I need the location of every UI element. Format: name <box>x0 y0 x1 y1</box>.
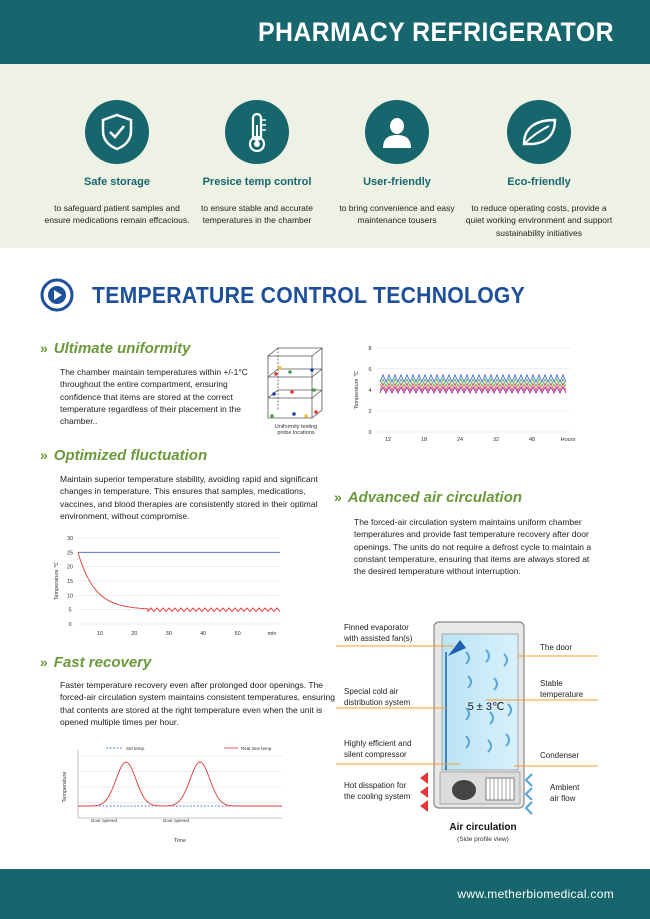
feature-desc: to reduce operating costs, provide a quiet working environment and support sustainability initiatives <box>465 203 613 238</box>
y-tick-label: 4 <box>368 388 372 394</box>
feature-title: Presice temp control <box>202 176 312 188</box>
cube-caption-line2: probe locations <box>277 430 315 436</box>
x-tick-label: 50 <box>234 631 241 637</box>
recovery-title: Fast recovery <box>53 654 152 671</box>
y-axis-label: Temperature ℃ <box>354 370 360 410</box>
features-band <box>0 64 650 248</box>
y-tick-label: 10 <box>66 593 74 600</box>
air-title: Advanced air circulation <box>347 489 523 506</box>
fluctuation-title: Optimized fluctuation <box>53 447 208 464</box>
footer-bar <box>0 869 650 919</box>
chevron-right-icon: » <box>334 489 342 505</box>
hot-label-2: the cooling system <box>344 792 411 801</box>
cube-caption-line1: Uniformity testing <box>274 424 318 430</box>
y-tick-label: 30 <box>66 536 74 542</box>
recovery-chart <box>56 744 292 848</box>
compressor-label-1: Highly efficient and <box>344 739 412 748</box>
fluctuation-chart <box>46 530 286 642</box>
brand-logo-icon <box>40 278 74 317</box>
fluctuation-heading <box>40 447 207 464</box>
x-tick-label: 48 <box>528 437 536 443</box>
uniformity-cube-diagram <box>262 344 330 436</box>
feature-title: Safe storage <box>83 176 151 188</box>
y-tick-label: 5 <box>68 607 72 614</box>
x-tick-label: 12 <box>384 437 392 443</box>
special-label-2: distribution system <box>344 698 411 707</box>
feature-desc: to safeguard patient samples and ensure medications remain effcacious. <box>44 203 190 226</box>
header-bar <box>0 0 650 64</box>
x-tick-label: 30 <box>165 631 172 637</box>
air-caption-sub: (Side profile view) <box>457 836 509 843</box>
uniformity-heading <box>40 340 190 357</box>
hot-air-arrows <box>420 772 428 812</box>
real-temp-line <box>78 552 280 611</box>
air-caption: Air circulation <box>449 822 517 833</box>
chevron-right-icon: » <box>40 654 48 670</box>
door-opened-label: Door opened <box>162 818 190 823</box>
door-label: The door <box>540 643 573 652</box>
feature-eco-friendly <box>464 100 614 239</box>
uniformity-chart <box>348 340 578 448</box>
shield-check-icon <box>85 100 149 164</box>
x-tick-label: 40 <box>200 631 207 637</box>
feature-title: User-friendly <box>363 176 431 188</box>
chevron-right-icon: » <box>40 447 48 463</box>
condenser-label: Condenser <box>540 751 580 760</box>
special-label-1: Special cold air <box>344 687 399 696</box>
air-circulation-diagram <box>336 612 598 852</box>
x-tick-label: Hours <box>560 437 576 443</box>
legend-label-real: Real time temp. <box>241 746 273 751</box>
legend-label-set: Set temp. <box>126 746 146 751</box>
fluctuation-text: Maintain superior temperature stability, avoiding rapid and significant changes in temperature. This ensures that samples, medications, vaccines, and blood therapies are consistently stored in their optimal environment, without compromise. <box>60 474 318 521</box>
x-tick-label: 20 <box>131 631 138 637</box>
x-axis-label: Time <box>173 838 187 844</box>
probe-dots <box>270 366 318 418</box>
x-tick-label: min <box>267 631 277 637</box>
feature-desc: to ensure stable and accurate temperatures in the chamber <box>201 203 313 226</box>
feature-title: Eco-friendly <box>507 176 571 188</box>
footer-url[interactable]: www.metherbiomedical.com <box>457 887 614 901</box>
y-tick-label: 25 <box>66 550 74 557</box>
feature-safe-storage <box>42 100 192 227</box>
thermometer-icon <box>225 100 289 164</box>
y-tick-label: 8 <box>368 346 372 352</box>
y-axis-label: Temperature <box>62 771 68 803</box>
evap-label-1: Finned evaporator <box>344 623 409 632</box>
evap-label-2: with assisted fan(s) <box>344 634 413 643</box>
feature-user-friendly <box>322 100 472 227</box>
ambient-air-arrows <box>526 774 532 814</box>
y-tick-label: 20 <box>66 564 74 571</box>
y-axis-label: Temperature ℃ <box>54 561 60 601</box>
setpoint-label: 5 ± 3℃ <box>467 701 505 713</box>
uniformity-title: Ultimate uniformity <box>53 340 191 357</box>
x-tick-label: 10 <box>96 631 104 637</box>
ambient-label-1: Ambient <box>550 783 580 792</box>
x-tick-label: 24 <box>456 437 464 443</box>
hot-label-1: Hot disspation for <box>344 781 407 790</box>
stable-label-1: Stable <box>540 679 563 688</box>
air-heading <box>334 489 522 506</box>
y-tick-label: 0 <box>368 430 372 436</box>
compressor-label-2: silent compressor <box>344 750 407 759</box>
y-tick-label: 15 <box>66 579 74 585</box>
stable-label-2: temperature <box>540 690 584 699</box>
door-opened-label: Door opened <box>90 818 118 823</box>
page-title: PHARMACY REFRIGERATOR <box>257 17 614 47</box>
leaf-icon <box>507 100 571 164</box>
feature-temp-control <box>182 100 332 227</box>
chevron-right-icon: » <box>40 340 48 356</box>
user-icon <box>365 100 429 164</box>
recovery-heading <box>40 654 151 671</box>
uniformity-text: The chamber maintain temperatures within +/-1°C throughout the entire compartment, ensuring confidence that items are stored at the correct temperature regardless of their placement in the chamber.. <box>60 367 248 427</box>
y-tick-label: 6 <box>368 367 372 373</box>
x-tick-label: 18 <box>420 437 428 443</box>
real-temp-line <box>78 762 282 806</box>
compressor-icon <box>452 780 476 800</box>
y-tick-label: 0 <box>68 622 72 628</box>
section-title: TEMPERATURE CONTROL TECHNOLOGY <box>92 282 526 308</box>
ambient-label-2: air flow <box>550 794 576 803</box>
air-text: The forced-air circulation system maintains uniform chamber temperatures and provide fast temperature recovery after door openings. The units do not require a defrost cycle to maintain a constant temperature, ensuring that items are always stored at the desired temperature without interruption. <box>354 517 592 577</box>
y-tick-label: 2 <box>368 409 372 415</box>
x-tick-label: 32 <box>492 437 500 443</box>
recovery-text: Faster temperature recovery even after prolonged door openings. The forced-air circulation system maintains consistent temperatures, ensuring that contents are stored at the right temperature even when the unit is opened multiple times per hour. <box>60 680 335 727</box>
feature-desc: to bring convenience and easy maintenance tousers <box>339 203 455 226</box>
